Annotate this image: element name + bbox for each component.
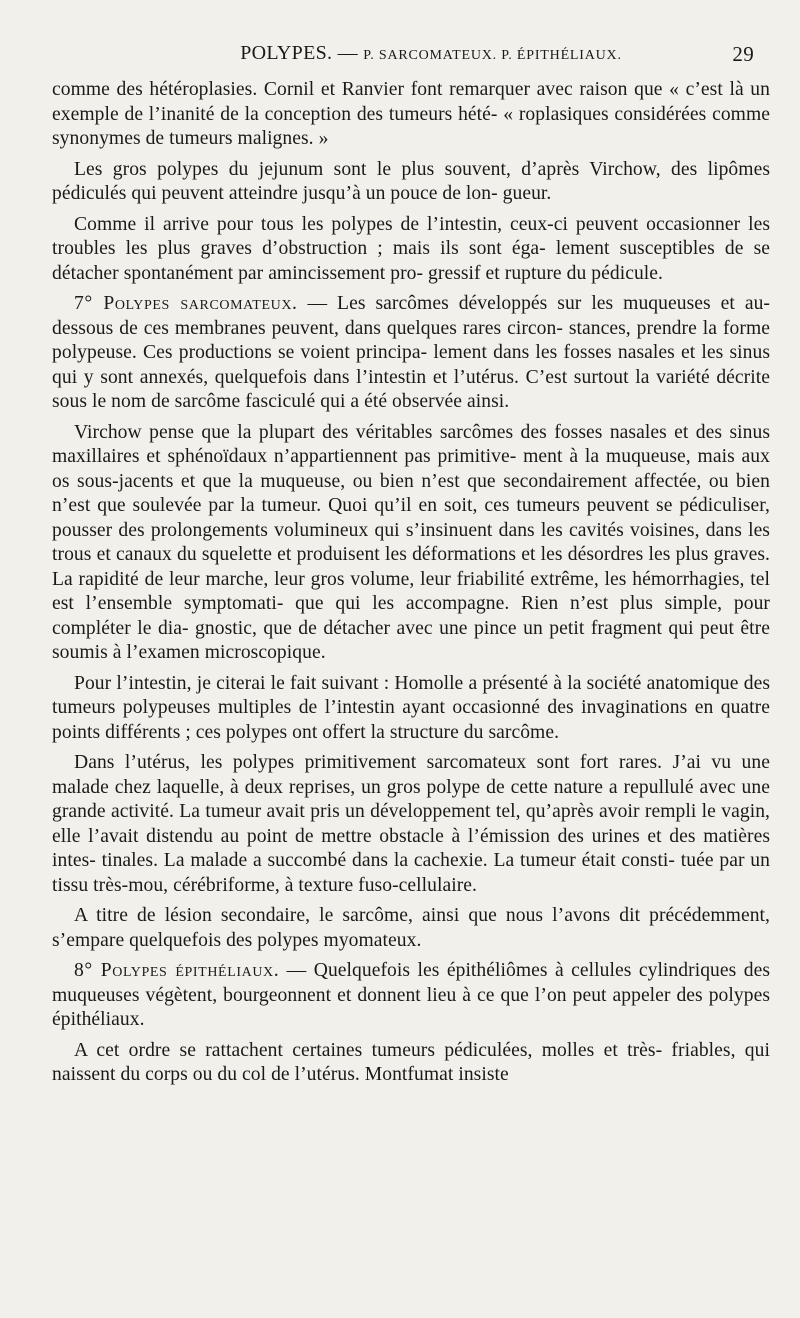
paragraph-1: comme des hétéroplasies. Cornil et Ranvier font remarquer avec raison que « c’est là un exemple de l’inanité de la conception des tumeurs hété- « roplasiques considérées comme synonymes de tumeurs malignes. » xyxy=(52,79,770,149)
page-body xyxy=(52,78,770,1088)
page-number: 29 xyxy=(732,42,754,66)
section-heading-epitheliaux: 8° Polypes épithéliaux. xyxy=(74,960,280,981)
running-title-main: POLYPES. — xyxy=(240,42,358,64)
paragraph-10: A cet ordre se rattachent certaines tumeurs pédiculées, molles et très- friables, qui naissent du corps ou du col de l’utérus. Montfumat insiste xyxy=(52,1039,770,1085)
paragraph-2: Les gros polypes du jejunum sont le plus souvent, d’après Virchow, des lipômes pédiculés qui peuvent atteindre jusqu’à un pouce de lon- gueur. xyxy=(52,158,770,204)
paragraph-9-text: — Quelquefois les épithéliômes à cellules cylindriques des muqueuses végètent, bourgeonnent et donnent lieu à ce que l’on peut appeler des polypes épithéliaux. xyxy=(52,960,771,1030)
running-title xyxy=(200,42,622,65)
paragraph-3: Comme il arrive pour tous les polypes de l’intestin, ceux-ci peuvent occasionner les troubles les plus graves d’obstruction ; mais ils sont éga- lement susceptibles de se détacher spontanément par amincissement pro- gressif et rupture du pédicule. xyxy=(52,213,770,284)
paragraph-9 xyxy=(52,959,770,1033)
paragraph-8: A titre de lésion secondaire, le sarcôme, ainsi que nous l’avons dit précédemment, s’empare quelquefois des polypes myomateux. xyxy=(52,905,770,951)
paragraph-5: Virchow pense que la plupart des véritables sarcômes des fosses nasales et des sinus maxillaires et sphénoïdaux n’appartiennent pas primitive- ment à la muqueuse, mais aux os sous-jacents et que la muqueuse, ou bien n’est que secondairement affectée, ou bien n’est que soulevée par la tumeur. Quoi qu’il en soit, ces tumeurs peuvent se pédiculiser, pousser des prolongements volumineux qui s’insinuent dans les cavités voisines, dans les trous et canaux du squelette et produisent les déformations et les désordres les plus graves. La rapidité de leur marche, leur gros volume, leur friabilité extrême, les hémorrhagies, tel est l’ensemble symptomati- que qui les accompagne. Rien n’est plus simple, pour compléter le dia- gnostic, que de détacher avec une pince un petit fragment qui peut être soumis à l’examen microscopique. xyxy=(52,421,770,663)
paragraph-7: Dans l’utérus, les polypes primitivement sarcomateux sont fort rares. J’ai vu une malade chez laquelle, à deux reprises, un gros polype de cette nature a repullulé avec une grande activité. La tumeur avait pris un développement tel, qu’après avoir rempli le vagin, elle l’avait distendu au point de mettre obstacle à l’émission des urines et des matières intes- tinales. La malade a succombé dans la cachexie. La tumeur était consti- tuée par un tissu très-mou, cérébriforme, à texture fuso-cellulaire. xyxy=(52,752,770,896)
running-title-sub: P. SARCOMATEUX. P. ÉPITHÉLIAUX. xyxy=(363,48,622,63)
section-heading-sarcomateux: 7° Polypes sarcomateux. xyxy=(74,293,298,314)
running-header xyxy=(52,42,770,76)
paragraph-4-text: — Les sarcômes développés sur les muqueuses et au-dessous de ces membranes peuvent, dans quelques rares circon- stances, prendre la forme polypeuse. Ces productions se voient principa- lement dans les fosses nasales et les sinus qui y sont annexés, quelquefois dans l’intestin et l’utérus. C’est surtout la variété décrite sous le nom de sarcôme fasciculé qui a été observée ainsi. xyxy=(52,293,770,412)
paragraph-4 xyxy=(52,292,770,415)
paragraph-6: Pour l’intestin, je citerai le fait suivant : Homolle a présenté à la société anatomique des tumeurs polypeuses multiples de l’intestin ayant occasionné des invaginations en quatre points différents ; ces polypes ont offert la structure du sarcôme. xyxy=(52,672,770,743)
